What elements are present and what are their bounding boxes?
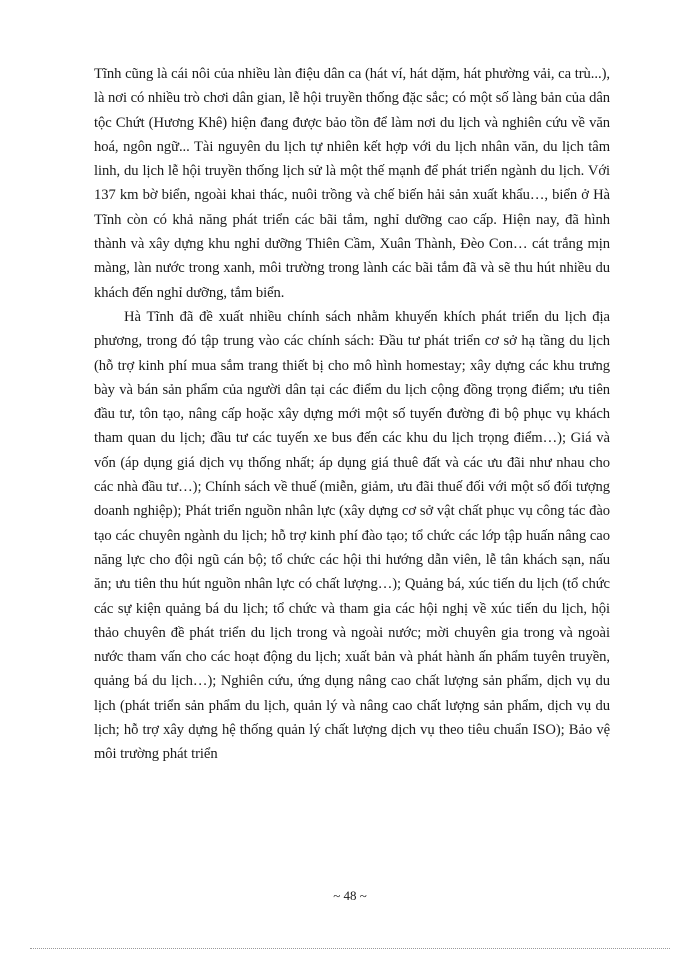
paragraph-2: Hà Tĩnh đã đề xuất nhiều chính sách nhằm khuyến khích phát triển du lịch địa phương, trong đó tập trung vào các chính sách: Đầu tư phát triển cơ sở hạ tầng du lịch (hỗ trợ kinh phí mua sắm trang thiết bị cho mô hình homestay; xây dựng các khu trưng bày và bán sản phẩm của người dân tại các điểm du lịch cộng đồng trọng điểm; ưu tiên đầu tư, tôn tạo, nâng cấp hoặc xây dựng mới một số tuyến đường đi bộ phục vụ khách tham quan du lịch; đầu tư các tuyến xe bus đến các khu du lịch trọng điểm…); Giá và vốn (áp dụng giá dịch vụ thống nhất; áp dụng giá thuê đất và các ưu đãi như nhau cho các nhà đầu tư…); Chính sách về thuế (miễn, giảm, ưu đãi thuế đối với một số đối tượng doanh nghiệp); Phát triển nguồn nhân lực (xây dựng cơ sở vật chất phục vụ công tác đào tạo các chuyên ngành du lịch; hỗ trợ kinh phí đào tạo; tổ chức các lớp tập huấn nâng cao năng lực cho đội ngũ cán bộ; tổ chức các hội thi hướng dẫn viên, lễ tân khách sạn, nấu ăn; ưu tiên thu hút nguồn nhân lực có chất lượng…); Quảng bá, xúc tiến du lịch (tổ chức các sự kiện quảng bá du lịch; tổ chức và tham gia các hội nghị về xúc tiến du lịch, hội thảo chuyên đề phát triển du lịch trong và ngoài nước; mời chuyên gia trong và ngoài nước tham vấn cho các hoạt động du lịch; xuất bản và phát hành ấn phẩm tuyên truyền, quảng bá du lịch…); Nghiên cứu, ứng dụng nâng cao chất lượng sản phẩm, dịch vụ du lịch (phát triển sản phẩm du lịch, quản lý và nâng cao chất lượng sản phẩm, dịch vụ du lịch; hỗ trợ xây dựng hệ thống quản lý chất lượng dịch vụ theo tiêu chuẩn ISO); Bảo vệ môi trường phát triển	[94, 308, 610, 763]
body-text	[94, 62, 610, 767]
bottom-divider	[30, 948, 670, 949]
paragraph-1: Tĩnh cũng là cái nôi của nhiều làn điệu dân ca (hát ví, hát dặm, hát phường vải, ca trù...), là nơi có nhiều trò chơi dân gian, lễ hội truyền thống đặc sắc; có một số làng bản của dân tộc Chứt (Hương Khê) hiện đang được bảo tồn để làm nơi du lịch và nghiên cứu về văn hoá, ngôn ngữ... Tài nguyên du lịch tự nhiên kết hợp với du lịch nhân văn, du lịch tâm linh, du lịch lễ hội truyền thống lịch sử là một thế mạnh để phát triển ngành du lịch. Với 137 km bờ biển, ngoài khai thác, nuôi trồng và chế biến hải sản xuất khẩu…, biển ở Hà Tĩnh còn có khả năng phát triển các bãi tắm, nghỉ dưỡng cao cấp. Hiện nay, đã hình thành và xây dựng khu nghỉ dưỡng Thiên Cầm, Xuân Thành, Đèo Con… cát trắng mịn màng, làn nước trong xanh, môi trường trong lành các bãi tắm đã và sẽ thu hút nhiều du khách đến nghỉ dưỡng, tắm biển.	[94, 66, 610, 301]
page-number: ~ 48 ~	[333, 888, 367, 903]
